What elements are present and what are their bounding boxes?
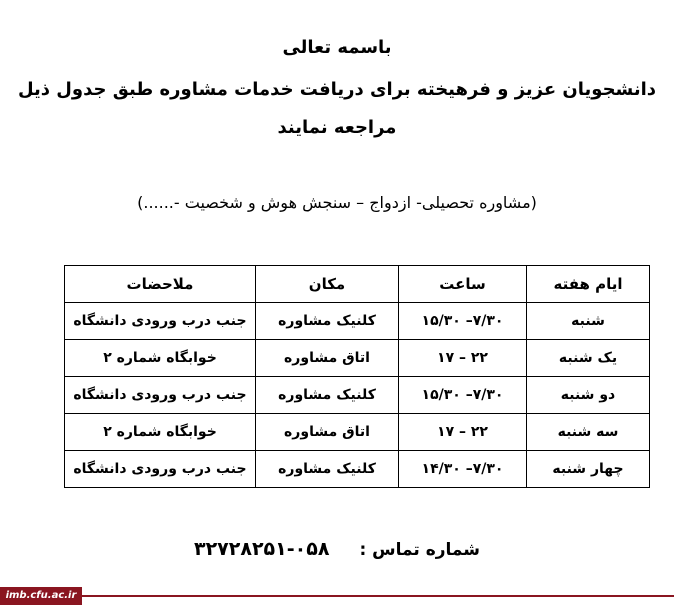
contact-line: [0, 537, 674, 562]
cell-day: دو شنبه: [527, 377, 650, 414]
header-day: ایام هفته: [527, 266, 650, 303]
cell-notes: خوابگاه شماره ۲: [65, 340, 256, 377]
footer-accent-line: [82, 595, 674, 597]
contact-number: ۰۵۸-۳۲۷۲۸۲۵۱: [193, 538, 330, 560]
header-time: ساعت: [399, 266, 527, 303]
contact-label: شماره تماس :: [359, 540, 481, 560]
heading-line-3: مراجعه نمایند: [277, 117, 397, 138]
cell-day: یک شنبه: [527, 340, 650, 377]
cell-time: ۲۲ – ۱۷: [399, 414, 527, 451]
cell-day: سه شنبه: [527, 414, 650, 451]
cell-place: کلنیک مشاوره: [256, 377, 399, 414]
table-header-row: [65, 266, 650, 303]
header-place: مکان: [256, 266, 399, 303]
footer-watermark: imb.cfu.ac.ir: [0, 587, 82, 605]
header-notes: ملاحضات: [65, 266, 256, 303]
cell-day: شنبه: [527, 303, 650, 340]
cell-time: ۷/۳۰– ۱۴/۳۰: [399, 451, 527, 488]
footer-band: [0, 585, 674, 609]
cell-place: کلنیک مشاوره: [256, 303, 399, 340]
heading-line-1: باسمه تعالی: [282, 37, 392, 58]
heading-line-2: دانشجویان عزیز و فرهیخته برای دریافت خدمات مشاوره طبق جدول ذیل: [17, 79, 657, 100]
cell-notes: جنب درب ورودی دانشگاه: [65, 377, 256, 414]
table-row: [65, 451, 650, 488]
table-row: [65, 377, 650, 414]
services-list: (مشاوره تحصیلی- ازدواج – سنجش هوش و شخصیت -......): [137, 193, 537, 212]
cell-notes: خوابگاه شماره ۲: [65, 414, 256, 451]
table-row: [65, 414, 650, 451]
cell-day: چهار شنبه: [527, 451, 650, 488]
cell-time: ۷/۳۰– ۱۵/۳۰: [399, 303, 527, 340]
cell-place: اتاق مشاوره: [256, 340, 399, 377]
cell-time: ۲۲ – ۱۷: [399, 340, 527, 377]
table-row: [65, 303, 650, 340]
cell-place: کلنیک مشاوره: [256, 451, 399, 488]
cell-notes: جنب درب ورودی دانشگاه: [65, 303, 256, 340]
cell-notes: جنب درب ورودی دانشگاه: [65, 451, 256, 488]
cell-place: اتاق مشاوره: [256, 414, 399, 451]
table-row: [65, 340, 650, 377]
schedule-table: [64, 265, 650, 488]
cell-time: ۷/۳۰– ۱۵/۳۰: [399, 377, 527, 414]
